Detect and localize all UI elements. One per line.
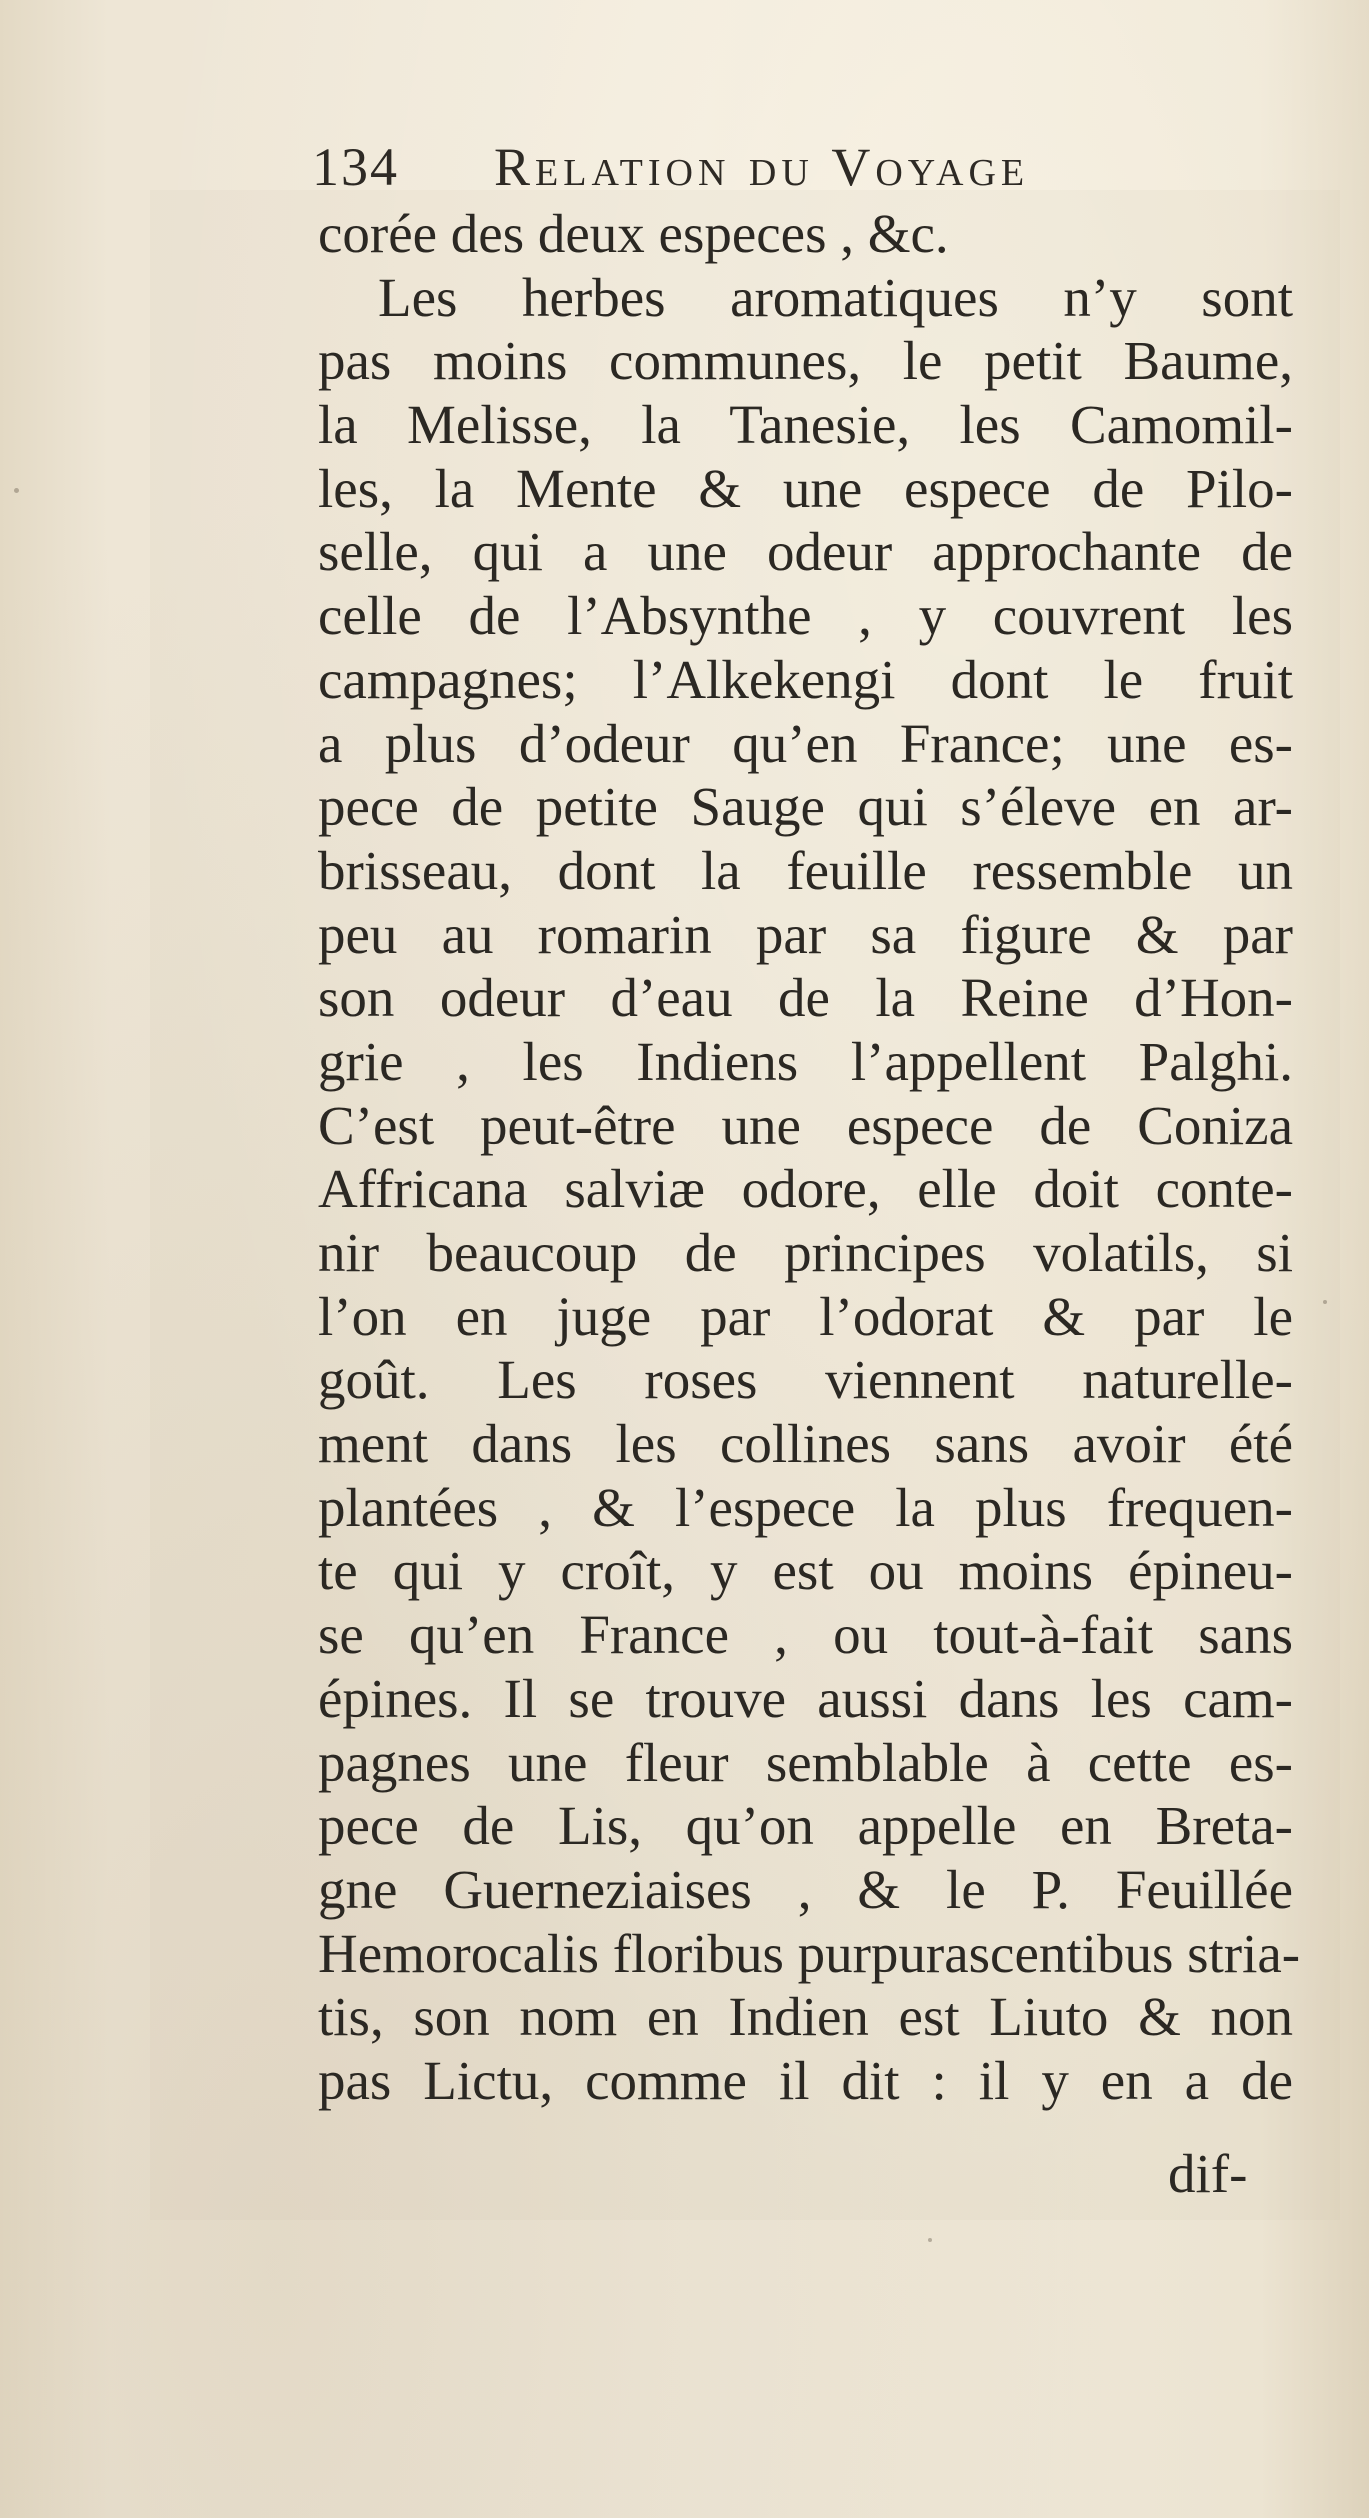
text-line: tis, son nom en Indien est Liuto & non — [318, 1986, 1293, 2048]
body-text — [318, 202, 1301, 2113]
text-line: gne Guerneziaises , & le P. Feuillée — [318, 1858, 1293, 1920]
text-line: corée des deux especes , &c. — [318, 203, 949, 264]
text-line: épines. Il se trouve aussi dans les cam- — [318, 1667, 1293, 1729]
text-line: goût. Les roses viennent naturelle- — [318, 1349, 1293, 1411]
paper-speck — [14, 488, 19, 493]
text-line: pagnes une fleur semblable à cette es- — [318, 1731, 1293, 1793]
text-line: campagnes; l’Alkekengi dont le fruit — [318, 648, 1293, 710]
text-line: la Melisse, la Tanesie, les Camomil- — [318, 394, 1293, 456]
text-line: C’est peut-être une espece de Coniza — [318, 1094, 1293, 1156]
text-line: ment dans les collines sans avoir été — [318, 1413, 1293, 1475]
text-line: celle de l’Absynthe , y couvrent les — [318, 585, 1293, 647]
page-number: 134 — [312, 137, 399, 197]
text-line: Les herbes aromatiques n’y sont — [378, 266, 1293, 328]
text-line: Hemorocalis floribus purpurascentibus stria- — [318, 1922, 1301, 1984]
text-line: se qu’en France , ou tout-à-fait sans — [318, 1604, 1293, 1666]
text-line: l’on en juge par l’odorat & par le — [318, 1285, 1293, 1347]
text-line: pece de petite Sauge qui s’éleve en ar- — [318, 776, 1293, 838]
text-line: a plus d’odeur qu’en France; une es- — [318, 712, 1293, 774]
text-line: Affricana salviæ odore, elle doit conte- — [318, 1158, 1293, 1220]
text-line: pas Lictu, comme il dit : il y en a de — [318, 2049, 1293, 2111]
text-line: brisseau, dont la feuille ressemble un — [318, 839, 1293, 901]
catchword: dif- — [1168, 2143, 1248, 2204]
paper-speck — [1323, 1300, 1327, 1304]
text-line: peu au romarin par sa figure & par — [318, 903, 1293, 965]
text-line: plantées , & l’espece la plus frequen- — [318, 1476, 1293, 1538]
text-line: son odeur d’eau de la Reine d’Hon- — [318, 967, 1293, 1029]
page-header — [312, 132, 1192, 202]
text-line: selle, qui a une odeur approchante de — [318, 521, 1293, 583]
text-line: grie , les Indiens l’appellent Palghi. — [318, 1030, 1293, 1092]
text-line: les, la Mente & une espece de Pilo- — [318, 457, 1293, 519]
text-line: pas moins communes, le petit Baume, — [318, 330, 1293, 392]
running-title: Relation du Voyage — [494, 137, 1030, 197]
text-line: nir beaucoup de principes volatils, si — [318, 1222, 1293, 1283]
text-line: pece de Lis, qu’on appelle en Breta- — [318, 1795, 1293, 1857]
paper-speck — [928, 2238, 932, 2242]
text-line: te qui y croît, y est ou moins épineu- — [318, 1540, 1293, 1602]
